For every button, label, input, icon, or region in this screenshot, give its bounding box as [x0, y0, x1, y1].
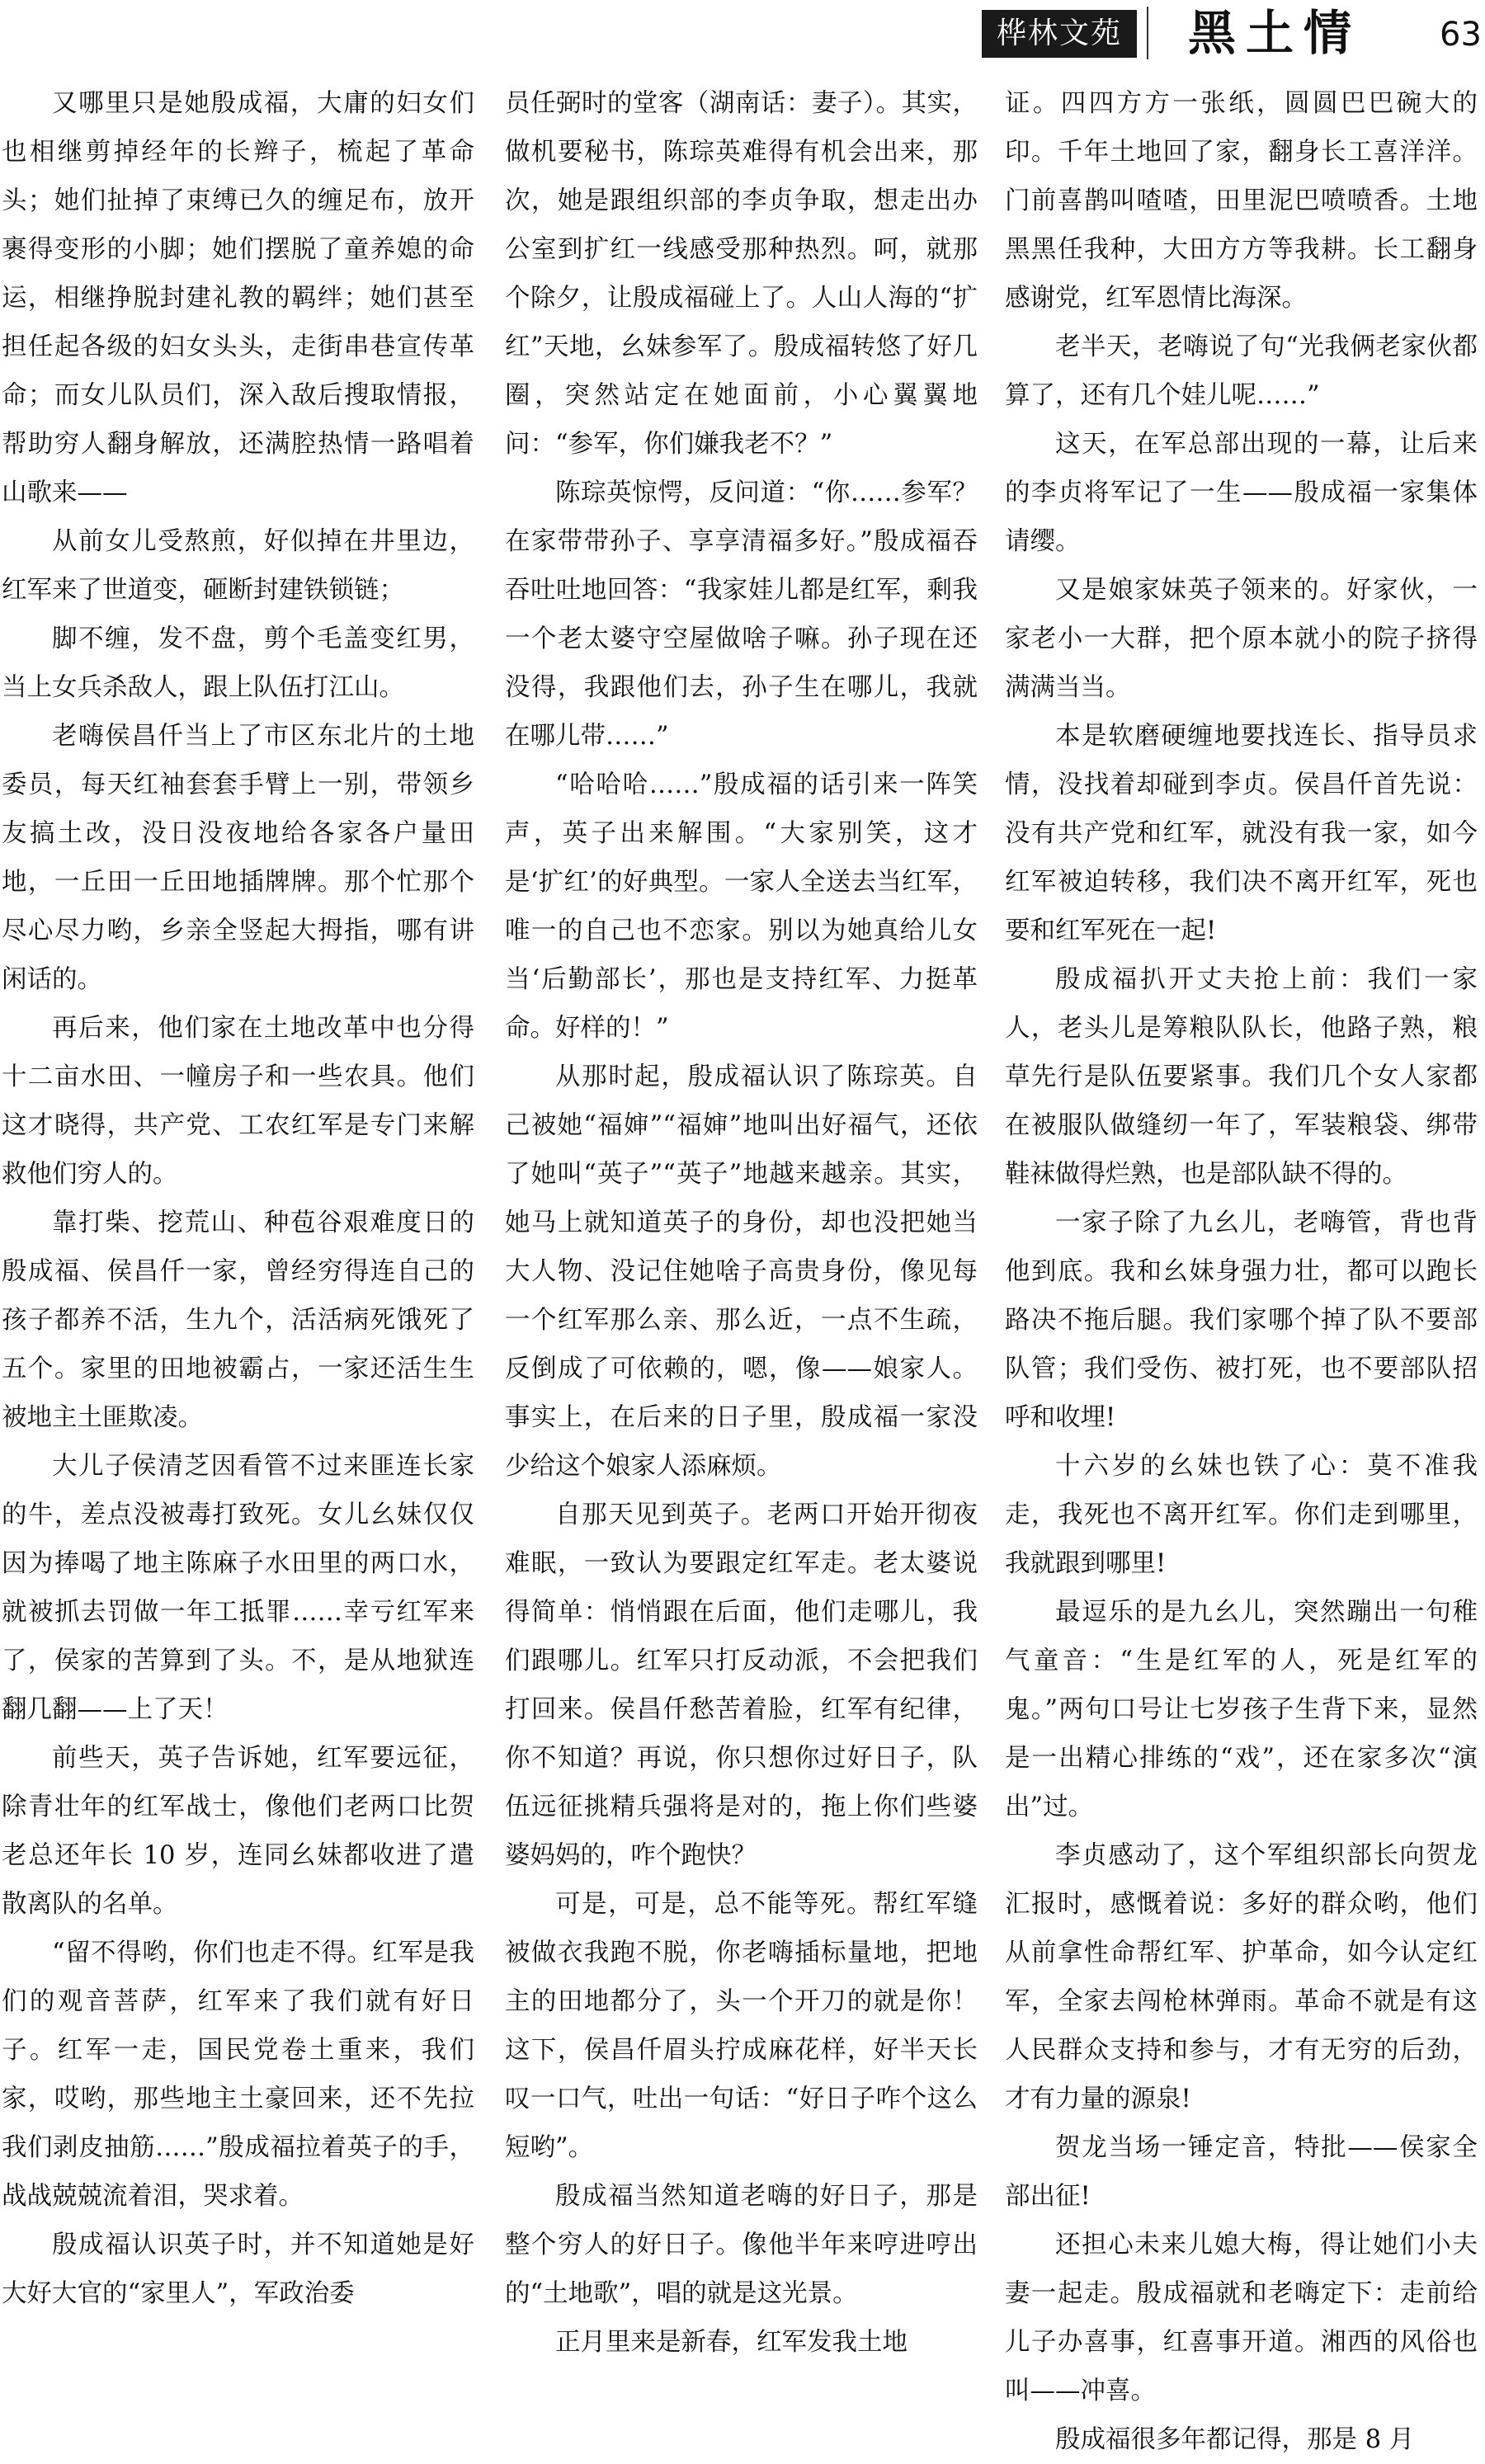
paragraph: 又哪里只是她殷成福，大庸的妇女们也相继剪掉经年的长辫子，梳起了革命头；她们扯掉了束缚已久的缠足布，放开裹得变形的小脚；她们摆脱了童养媳的命运，相继挣脱封建礼教的羁绊；她们甚至担任起各级的妇女头头，走街串巷宣传革命；而女儿队员们，深入敌后搜取情报，帮助穷人翻身解放，还满腔热情一路唱着山歌来—— — [2, 89, 474, 507]
header-divider — [1147, 7, 1148, 59]
section-tag: 桦林文苑 — [982, 10, 1137, 58]
paragraph: 殷成福很多年都记得，那是 8 月 — [1055, 2425, 1415, 2454]
paragraph: 再后来，他们家在土地改革中也分得十二亩水田、一幢房子和一些农具。他们这才晓得，共产党、工农红军是专门来解救他们穷人的。 — [2, 1014, 474, 1189]
paragraph: 殷成福当然知道老嗨的好日子，那是整个穷人的好日子。像他半年来哼进哼出的“土地歌”，唱的就是这光景。 — [505, 2182, 978, 2308]
paragraph: 本是软磨硬缠地要找连长、指导员求情，没找着却碰到李贞。侯昌仟首先说：没有共产党和红军，就没有我一家，如今红军被迫转移，我们决不离开红军，死也要和红军死在一起! — [1005, 722, 1478, 945]
magazine-title: 黑土情 — [1188, 5, 1362, 61]
paragraph-continued: 证。四四方方一张纸，圆圆巴巴碗大的印。千年土地回了家，翻身长工喜洋洋。门前喜鹊叫喳喳，田里泥巴喷喷香。土地黑黑任我种，大田方方等我耕。长工翻身感谢党，红军恩情比海深。 — [1005, 89, 1478, 313]
paragraph: 最逗乐的是九幺儿，突然蹦出一句稚气童音：“生是红军的人，死是红军的鬼。”两句口号让七岁孩子生背下来，显然是一出精心排练的“戏”，还在家多次“演出”过。 — [1005, 1598, 1478, 1821]
article-body — [0, 79, 1485, 2454]
paragraph: 正月里来是新春，红军发我土地 — [555, 2328, 908, 2357]
paragraph: “哈哈哈……”殷成福的话引来一阵笑声，英子出来解围。“大家别笑，这才是‘扩红’的好典型。一家人全送去当红军，唯一的自己也不恋家。别以为她真给儿女当‘后勤部长’，那也是支持红军、力挺革命。好样的！” — [505, 770, 978, 1043]
paragraph: 老嗨侯昌仟当上了市区东北片的土地委员，每天红袖套套手臂上一别，带领乡友搞土改，没日没夜地给各家各户量田地，一丘田一丘田地插牌牌。那个忙那个尽心尽力哟，乡亲全竖起大拇指，哪有讲闲话的。 — [2, 722, 474, 994]
paragraph: “留不得哟，你们也走不得。红军是我们的观音菩萨，红军来了我们就有好日子。红军一走，国民党卷土重来，我们家，哎哟，那些地主土豪回来，还不先拉我们剥皮抽筋……”殷成福拉着英子的手，战战兢兢流着泪，哭求着。 — [2, 1939, 474, 2211]
paragraph: 脚不缠，发不盘，剪个毛盖变红男，当上女兵杀敌人，跟上队伍打江山。 — [2, 624, 474, 702]
paragraph: 殷成福扒开丈夫抢上前：我们一家人，老头儿是筹粮队队长，他路子熟，粮草先行是队伍要紧事。我们几个女人家都在被服队做缝纫一年了，军装粮袋、绑带鞋袜做得烂熟，也是部队缺不得的。 — [1005, 965, 1478, 1189]
paragraph: 还担心未来儿媳大梅，得让她们小夫妻一起走。殷成福就和老嗨定下：走前给儿子办喜事，红喜事开道。湘西的风俗也叫——冲喜。 — [1005, 2231, 1478, 2405]
paragraph: 十六岁的幺妹也铁了心：莫不准我走，我死也不离开红军。你们走到哪里，我就跟到哪里! — [1005, 1452, 1478, 1578]
paragraph-continued: 员任弼时的堂客（湖南话：妻子）。其实，做机要秘书，陈琮英难得有机会出来，那次，她是跟组织部的李贞争取，想走出办公室到扩红一线感受那种热烈。呵，就那个除夕，让殷成福碰上了。人山人海的“扩红”天地，幺妹参军了。殷成福转悠了好几圈，突然站定在她面前，小心翼翼地问：“参军，你们嫌我老不？” — [505, 89, 978, 459]
text-column-1 — [2, 79, 474, 2308]
paragraph: 靠打柴、挖荒山、种苞谷艰难度日的殷成福、侯昌仟一家，曾经穷得连自己的孩子都养不活，生九个，活活病死饿死了五个。家里的田地被霸占，一家还活生生被地主土匪欺凌。 — [2, 1208, 474, 1432]
text-column-2 — [505, 79, 978, 2357]
paragraph: 一家子除了九幺儿，老嗨管，背也背他到底。我和幺妹身强力壮，都可以跑长路决不拖后腿。我们家哪个掉了队不要部队管；我们受伤、被打死，也不要部队招呼和收埋! — [1005, 1208, 1478, 1432]
paragraph: 陈琮英惊愕，反问道：“你……参军？在家带带孙子、享享清福多好。”殷成福吞吞吐吐地回答：“我家娃儿都是红军，剩我一个老太婆守空屋做啥子嘛。孙子现在还没得，我跟他们去，孙子生在哪儿，我就在哪儿带……” — [505, 478, 978, 751]
paragraph: 大儿子侯清芝因看管不过来匪连长家的牛，差点没被毒打致死。女儿幺妹仅仅因为捧喝了地主陈麻子水田里的两口水，就被抓去罚做一年工抵罪……幸亏红军来了，侯家的苦算到了头。不，是从地狱连翻几翻——上了天！ — [2, 1452, 474, 1724]
paragraph: 李贞感动了，这个军组织部长向贺龙汇报时，感慨着说：多好的群众哟，他们从前拿性命帮红军、护革命，如今认定红军，全家去闯枪林弹雨。革命不就是有这人民群众支持和参与，才有无穷的后劲，才有力量的源泉! — [1005, 1841, 1478, 2113]
paragraph: 可是，可是，总不能等死。帮红军缝被做衣我跑不脱，你老嗨插标量地，把地主的田地都分了，头一个开刀的就是你！这下，侯昌仟眉头拧成麻花样，好半天长叹一口气，吐出一句话：“好日子咋个这么短哟”。 — [505, 1890, 978, 2162]
text-column-3 — [1005, 79, 1478, 2454]
paragraph: 前些天，英子告诉她，红军要远征，除青壮年的红军战士，像他们老两口比贺老总还年长 10 岁，连同幺妹都收进了遣散离队的名单。 — [2, 1744, 474, 1919]
page-number: 63 — [1440, 16, 1482, 54]
paragraph: 老半天，老嗨说了句“光我俩老家伙都算了，还有几个娃儿呢……” — [1005, 332, 1478, 410]
page-header — [0, 0, 1485, 74]
paragraph: 这天，在军总部出现的一幕，让后来的李贞将军记了一生——殷成福一家集体请缨。 — [1005, 430, 1478, 556]
paragraph: 自那天见到英子。老两口开始开彻夜难眠，一致认为要跟定红军走。老太婆说得简单：悄悄跟在后面，他们走哪儿，我们跟哪儿。红军只打反动派，不会把我们打回来。侯昌仟愁苦着脸，红军有纪律，你不知道？再说，你只想你过好日子，队伍远征挑精兵强将是对的，拖上你们些婆婆妈妈的，咋个跑快？ — [505, 1501, 978, 1870]
paragraph: 贺龙当场一锤定音，特批——侯家全部出征! — [1005, 2133, 1478, 2211]
paragraph: 从前女儿受熬煎，好似掉在井里边，红军来了世道变，砸断封建铁锁链； — [2, 527, 474, 605]
paragraph: 又是娘家妹英子领来的。好家伙，一家老小一大群，把个原本就小的院子挤得满满当当。 — [1005, 576, 1478, 702]
paragraph: 殷成福认识英子时，并不知道她是好大好大官的“家里人”，军政治委 — [2, 2231, 474, 2308]
paragraph: 从那时起，殷成福认识了陈琮英。自己被她“福婶”“福婶”地叫出好福气，还依了她叫“英子”“英子”地越来越亲。其实，她马上就知道英子的身份，却也没把她当大人物、没记住她啥子高贵身份，像见每一个红军那么亲、那么近，一点不生疏，反倒成了可依赖的，嗯，像——娘家人。事实上，在后来的日子里，殷成福一家没少给这个娘家人添麻烦。 — [505, 1062, 978, 1481]
